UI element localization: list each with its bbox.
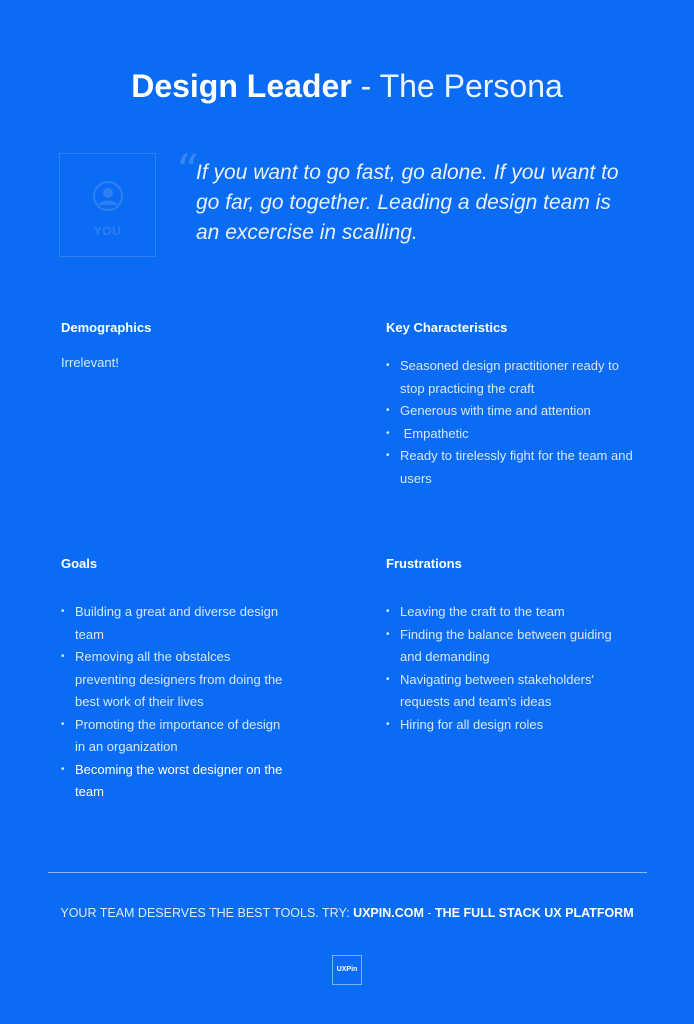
frustrations-list [386,601,636,736]
page-title-rest: - The Persona [351,68,563,104]
footer-separator: - [423,906,436,920]
list-item: • Navigating between stakeholders' requests and team's ideas [386,669,636,714]
page-title-bold: Design Leader [131,68,352,104]
persona-quote: If you want to go fast, go alone. If you want to go far, go together. Leading a design team is an excercise in scalling. [196,161,619,244]
footer-divider [48,872,647,873]
list-item: • Generous with time and attention [386,400,636,423]
list-item: • Removing all the obstalces preventing designers from doing the best work of their lives [61,646,283,714]
quote-mark-icon: “ [176,146,199,197]
characteristics-heading: Key Characteristics [386,320,508,335]
list-item: • Ready to tirelessly fight for the team and users [386,445,636,490]
frustrations-heading: Frustrations [386,556,462,571]
page-title [0,66,694,106]
list-item: • Becoming the worst designer on the team [61,759,283,804]
user-icon [93,181,123,211]
footer-tagline: THE FULL STACK UX PLATFORM [435,906,634,920]
list-item: • Leaving the craft to the team [386,601,636,624]
list-item: • Empathetic [386,423,636,446]
list-item: • Finding the balance between guiding and demanding [386,624,636,669]
list-item: • Hiring for all design roles [386,714,636,737]
list-item: • Seasoned design practitioner ready to stop practicing the craft [386,355,636,400]
goals-heading: Goals [61,556,98,571]
demographics-text: Irrelevant! [61,355,119,370]
goals-list [61,601,283,804]
footer-link[interactable]: UXPIN.COM [353,906,424,920]
persona-avatar [59,153,156,257]
characteristics-list [386,355,636,490]
uxpin-logo[interactable]: UXPin [332,955,362,985]
avatar-label: YOU [93,224,122,238]
footer-prefix: YOUR TEAM DESERVES THE BEST TOOLS. TRY: [60,906,354,920]
demographics-heading: Demographics [61,320,152,335]
list-item: • Promoting the importance of design in an organization [61,714,283,759]
footer-cta [0,905,694,921]
list-item: • Building a great and diverse design team [61,601,283,646]
